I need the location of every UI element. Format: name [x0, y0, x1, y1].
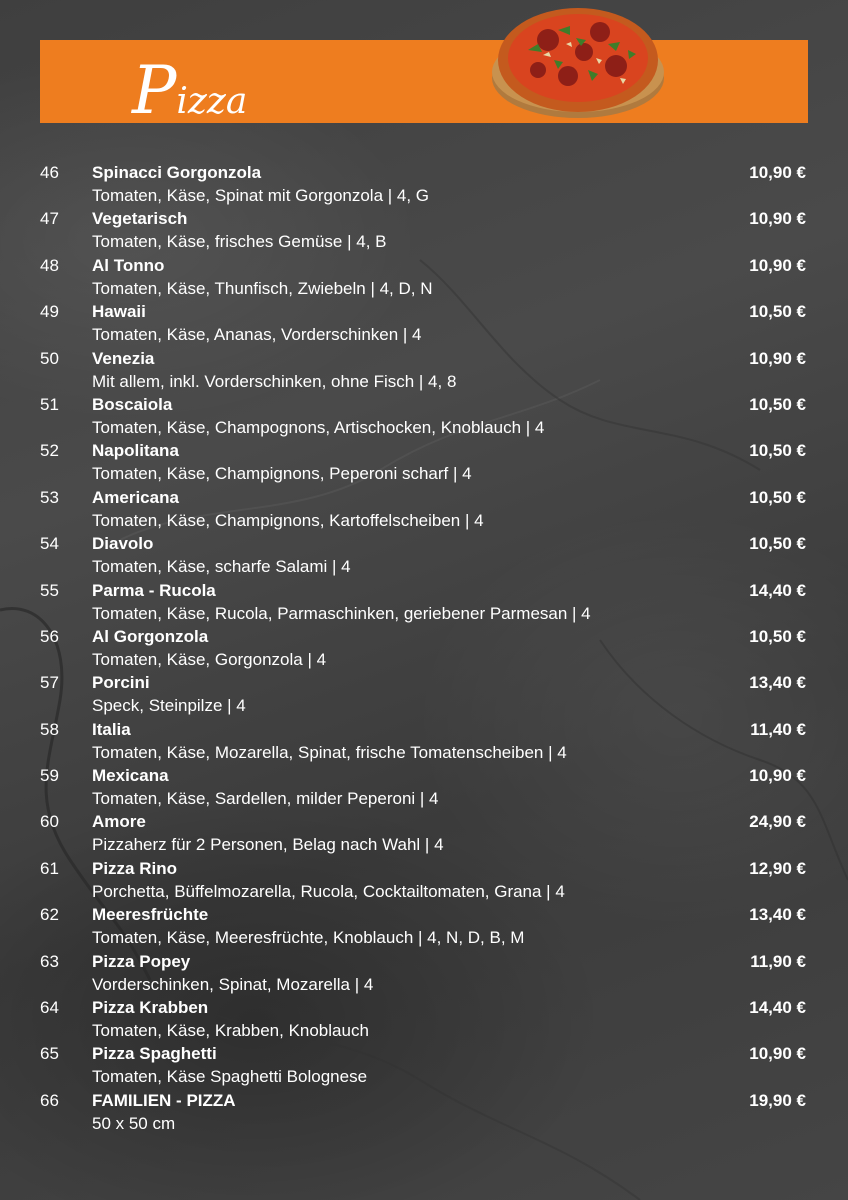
item-price: 12,90 € [749, 858, 806, 878]
item-price: 10,90 € [749, 255, 806, 275]
menu-item [0, 671, 848, 717]
item-description: Mit allem, inkl. Vorderschinken, ohne Fisch | 4, 8 [92, 371, 457, 391]
item-name: Venezia [92, 348, 155, 368]
item-number: 60 [40, 812, 59, 832]
item-description: Tomaten, Käse, Rucola, Parmaschinken, geriebener Parmesan | 4 [92, 603, 591, 623]
item-name: FAMILIEN - PIZZA [92, 1090, 236, 1110]
item-price: 10,50 € [749, 394, 806, 414]
item-number: 48 [40, 255, 59, 275]
item-description: Porchetta, Büffelmozarella, Rucola, Cocktailtomaten, Grana | 4 [92, 881, 565, 901]
item-description: Tomaten, Käse, scharfe Salami | 4 [92, 557, 351, 577]
item-number: 46 [40, 163, 59, 182]
menu-item [0, 347, 848, 393]
item-description: Pizzaherz für 2 Personen, Belag nach Wahl | 4 [92, 835, 444, 855]
item-number: 57 [40, 673, 59, 693]
item-description: Tomaten, Käse, Meeresfrüchte, Knoblauch | 4, N, D, B, M [92, 928, 525, 948]
item-name: Spinacci Gorgonzola [92, 163, 262, 182]
item-price: 10,50 € [749, 487, 806, 507]
item-price: 10,50 € [749, 534, 806, 554]
item-number: 65 [40, 1044, 59, 1064]
item-price: 24,90 € [749, 812, 806, 832]
item-name: Hawaii [92, 302, 146, 322]
item-description: Tomaten, Käse, Champignons, Peperoni scharf | 4 [92, 464, 472, 484]
item-price: 10,50 € [749, 302, 806, 322]
item-name: Meeresfrüchte [92, 905, 209, 925]
item-description: Tomaten, Käse, Krabben, Knoblauch [92, 1021, 369, 1041]
item-price: 10,90 € [749, 209, 806, 229]
category-title [132, 52, 248, 129]
item-price: 11,40 € [750, 719, 806, 739]
item-description: Tomaten, Käse, Sardellen, milder Peperoni | 4 [92, 789, 439, 809]
item-name: Mexicana [92, 766, 169, 786]
item-description: Tomaten, Käse, Champignons, Kartoffelscheiben | 4 [92, 510, 484, 530]
item-price: 10,50 € [749, 626, 806, 646]
menu-item [0, 996, 848, 1042]
item-number: 51 [40, 394, 59, 414]
item-name: Amore [92, 812, 146, 832]
item-name: Americana [92, 487, 179, 507]
item-name: Napolitana [92, 441, 179, 461]
item-price: 10,90 € [749, 348, 806, 368]
item-name: Parma - Rucola [92, 580, 216, 600]
item-description: Tomaten, Käse, Champognons, Artischocken, Knoblauch | 4 [92, 417, 545, 437]
item-description: Tomaten, Käse, Ananas, Vorderschinken | 4 [92, 325, 422, 345]
item-name: Al Gorgonzola [92, 626, 209, 646]
item-price: 10,90 € [749, 766, 806, 786]
pizza-menu-list [0, 161, 848, 1135]
item-price: 14,40 € [749, 580, 806, 600]
menu-item [0, 950, 848, 996]
item-name: Pizza Popey [92, 951, 191, 971]
title-rest: izza [176, 81, 248, 122]
item-number: 61 [40, 858, 59, 878]
item-number: 49 [40, 302, 59, 322]
menu-item [0, 532, 848, 578]
item-number: 54 [40, 534, 59, 554]
item-price: 13,40 € [749, 905, 806, 925]
item-number: 58 [40, 719, 59, 739]
item-description: 50 x 50 cm [92, 1113, 176, 1133]
item-description: Tomaten, Käse, Thunfisch, Zwiebeln | 4, D, N [92, 278, 433, 298]
item-name: Pizza Spaghetti [92, 1044, 217, 1064]
item-price: 13,40 € [749, 673, 806, 693]
item-price: 10,90 € [749, 1044, 806, 1064]
item-number: 53 [40, 487, 59, 507]
item-price: 19,90 € [749, 1090, 806, 1110]
item-description: Tomaten, Käse, Spinat mit Gorgonzola | 4, G [92, 186, 430, 205]
menu-item [0, 810, 848, 856]
item-name: Porcini [92, 673, 150, 693]
menu-item [0, 764, 848, 810]
item-name: Boscaiola [92, 394, 173, 414]
item-number: 47 [40, 209, 59, 229]
item-number: 64 [40, 998, 59, 1018]
menu-item [0, 579, 848, 625]
menu-item [0, 903, 848, 949]
menu-item [0, 207, 848, 253]
item-name: Pizza Rino [92, 858, 178, 878]
item-description: Tomaten, Käse Spaghetti Bolognese [92, 1067, 368, 1087]
menu-item [0, 486, 848, 532]
item-price: 10,90 € [749, 163, 806, 182]
item-number: 52 [40, 441, 59, 461]
item-name: Vegetarisch [92, 209, 188, 229]
menu-item [0, 300, 848, 346]
category-header [40, 40, 808, 129]
item-name: Diavolo [92, 534, 154, 554]
item-name: Al Tonno [92, 255, 165, 275]
item-number: 66 [40, 1090, 59, 1110]
item-description: Speck, Steinpilze | 4 [92, 696, 246, 716]
item-number: 56 [40, 626, 59, 646]
item-number: 50 [40, 348, 59, 368]
item-description: Vorderschinken, Spinat, Mozarella | 4 [92, 974, 374, 994]
item-name: Pizza Krabben [92, 998, 209, 1018]
menu-item [0, 161, 848, 207]
menu-item [0, 439, 848, 485]
item-description: Tomaten, Käse, Mozarella, Spinat, frische Tomatenscheiben | 4 [92, 742, 567, 762]
item-number: 59 [40, 766, 59, 786]
item-number: 55 [40, 580, 59, 600]
item-name: Italia [92, 719, 131, 739]
title-initial: P [132, 52, 177, 129]
menu-item [0, 857, 848, 903]
menu-item [0, 1042, 848, 1088]
pizza-image [488, 0, 668, 120]
item-description: Tomaten, Käse, frisches Gemüse | 4, B [92, 232, 387, 252]
menu-item [0, 625, 848, 671]
menu-item [0, 718, 848, 764]
menu-item [0, 1089, 848, 1135]
item-description: Tomaten, Käse, Gorgonzola | 4 [92, 649, 327, 669]
item-price: 11,90 € [750, 951, 806, 971]
item-number: 63 [40, 951, 59, 971]
item-price: 10,50 € [749, 441, 806, 461]
menu-item [0, 393, 848, 439]
item-number: 62 [40, 905, 59, 925]
menu-item [0, 254, 848, 300]
item-price: 14,40 € [749, 998, 806, 1018]
